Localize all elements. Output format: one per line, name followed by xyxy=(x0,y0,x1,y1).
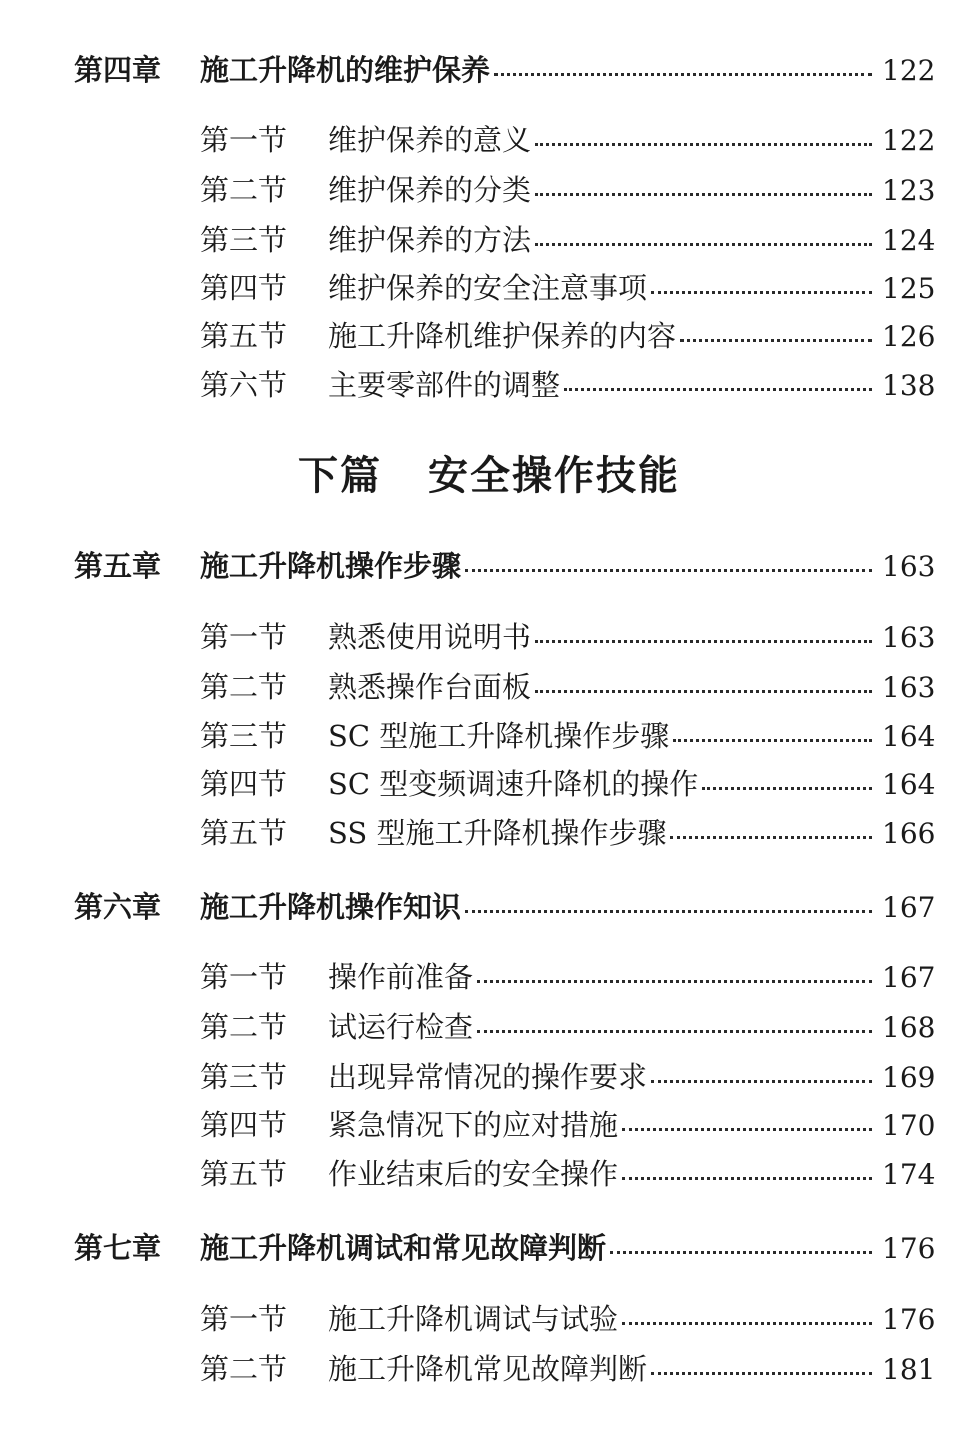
page-number: 176 xyxy=(882,1232,936,1265)
dot-leader xyxy=(535,143,872,146)
section-title: 紧急情况下的应对措施 xyxy=(328,1108,619,1142)
dot-leader xyxy=(673,739,872,742)
toc-section[interactable] xyxy=(200,1347,936,1388)
dot-leader xyxy=(564,388,872,391)
section-label: 第五节 xyxy=(200,1157,288,1191)
page-number: 125 xyxy=(882,272,936,305)
section-label: 第四节 xyxy=(200,767,288,801)
toc-section[interactable] xyxy=(200,615,936,656)
section-title: 主要零部件的调整 xyxy=(328,368,561,402)
dot-leader xyxy=(465,910,872,913)
toc-section[interactable] xyxy=(200,363,936,404)
toc-section[interactable] xyxy=(200,266,936,307)
toc-chapter-6[interactable] xyxy=(74,885,936,926)
page-number: 166 xyxy=(882,817,936,850)
section-label: 第五节 xyxy=(200,319,288,353)
page-number: 174 xyxy=(882,1158,936,1191)
page-number: 124 xyxy=(882,224,936,257)
dot-leader xyxy=(622,1128,872,1131)
dot-leader xyxy=(477,980,872,983)
section-title: 维护保养的方法 xyxy=(328,223,532,257)
section-label: 第二节 xyxy=(200,670,288,704)
section-label: 第一节 xyxy=(200,1302,288,1336)
part-title: 安全操作技能 xyxy=(428,453,680,499)
toc-chapter-5[interactable] xyxy=(74,544,936,585)
toc-section[interactable] xyxy=(200,118,936,159)
section-label: 第四节 xyxy=(200,271,288,305)
dot-leader xyxy=(622,1177,872,1180)
page-number: 167 xyxy=(882,891,936,924)
toc-section[interactable] xyxy=(200,665,936,706)
dot-leader xyxy=(680,339,872,342)
section-label: 第二节 xyxy=(200,1352,288,1386)
section-title: SC 型变频调速升降机的操作 xyxy=(328,767,699,801)
page-number: 126 xyxy=(882,320,936,353)
toc-section[interactable] xyxy=(200,218,936,259)
part-label: 下篇 xyxy=(298,453,382,499)
section-label: 第一节 xyxy=(200,123,288,157)
section-title: 熟悉使用说明书 xyxy=(328,620,532,654)
dot-leader xyxy=(702,787,872,790)
section-label: 第五节 xyxy=(200,816,288,850)
dot-leader xyxy=(535,243,872,246)
section-label: 第三节 xyxy=(200,223,288,257)
chapter-title: 施工升降机的维护保养 xyxy=(200,53,491,87)
section-label: 第一节 xyxy=(200,620,288,654)
page-number: 181 xyxy=(882,1353,936,1386)
page-number: 176 xyxy=(882,1303,936,1336)
section-title: 维护保养的安全注意事项 xyxy=(328,271,648,305)
chapter-label: 第七章 xyxy=(74,1231,162,1265)
part-heading xyxy=(0,444,978,501)
toc-section[interactable] xyxy=(200,1152,936,1193)
section-title: 维护保养的分类 xyxy=(328,173,532,207)
section-title: 施工升降机常见故障判断 xyxy=(328,1352,648,1386)
section-label: 第二节 xyxy=(200,173,288,207)
section-title: 操作前准备 xyxy=(328,960,474,994)
section-label: 第三节 xyxy=(200,1060,288,1094)
page-number: 123 xyxy=(882,174,936,207)
chapter-label: 第六章 xyxy=(74,890,162,924)
section-label: 第一节 xyxy=(200,960,288,994)
chapter-title: 施工升降机操作步骤 xyxy=(200,549,462,583)
section-label: 第四节 xyxy=(200,1108,288,1142)
page-number: 170 xyxy=(882,1109,936,1142)
chapter-label: 第四章 xyxy=(74,53,162,87)
dot-leader xyxy=(622,1322,872,1325)
page-number: 168 xyxy=(882,1011,936,1044)
dot-leader xyxy=(610,1251,872,1254)
page-number: 163 xyxy=(882,550,936,583)
section-label: 第六节 xyxy=(200,368,288,402)
toc-section[interactable] xyxy=(200,1055,936,1096)
page-number: 138 xyxy=(882,369,936,402)
page-number: 163 xyxy=(882,671,936,704)
dot-leader xyxy=(535,690,872,693)
dot-leader xyxy=(651,291,872,294)
page-number: 164 xyxy=(882,720,936,753)
toc-section[interactable] xyxy=(200,1005,936,1046)
toc-chapter-4[interactable] xyxy=(74,48,936,89)
dot-leader xyxy=(670,836,872,839)
toc-section[interactable] xyxy=(200,1103,936,1144)
dot-leader xyxy=(535,193,872,196)
section-title: 施工升降机调试与试验 xyxy=(328,1302,619,1336)
toc-section[interactable] xyxy=(200,762,936,803)
dot-leader xyxy=(535,640,872,643)
dot-leader xyxy=(651,1372,872,1375)
toc-section[interactable] xyxy=(200,955,936,996)
chapter-title: 施工升降机操作知识 xyxy=(200,890,462,924)
chapter-title: 施工升降机调试和常见故障判断 xyxy=(200,1231,607,1265)
chapter-label: 第五章 xyxy=(74,549,162,583)
section-title: 作业结束后的安全操作 xyxy=(328,1157,619,1191)
toc-section[interactable] xyxy=(200,1297,936,1338)
section-title: 维护保养的意义 xyxy=(328,123,532,157)
page-number: 163 xyxy=(882,621,936,654)
section-title: 试运行检查 xyxy=(328,1010,474,1044)
dot-leader xyxy=(651,1080,872,1083)
toc-section[interactable] xyxy=(200,811,936,852)
toc-chapter-7[interactable] xyxy=(74,1226,936,1267)
section-title: SS 型施工升降机操作步骤 xyxy=(328,816,667,850)
dot-leader xyxy=(465,569,872,572)
section-title: 施工升降机维护保养的内容 xyxy=(328,319,677,353)
page-number: 167 xyxy=(882,961,936,994)
section-label: 第二节 xyxy=(200,1010,288,1044)
section-title: SC 型施工升降机操作步骤 xyxy=(328,719,670,753)
page-number: 122 xyxy=(882,124,936,157)
dot-leader xyxy=(477,1030,872,1033)
toc-section[interactable] xyxy=(200,314,936,355)
section-label: 第三节 xyxy=(200,719,288,753)
section-title: 熟悉操作台面板 xyxy=(328,670,532,704)
toc-section[interactable] xyxy=(200,168,936,209)
page-number: 122 xyxy=(882,54,936,87)
page-number: 169 xyxy=(882,1061,936,1094)
dot-leader xyxy=(494,73,872,76)
section-title: 出现异常情况的操作要求 xyxy=(328,1060,648,1094)
toc-section[interactable] xyxy=(200,714,936,755)
page-number: 164 xyxy=(882,768,936,801)
